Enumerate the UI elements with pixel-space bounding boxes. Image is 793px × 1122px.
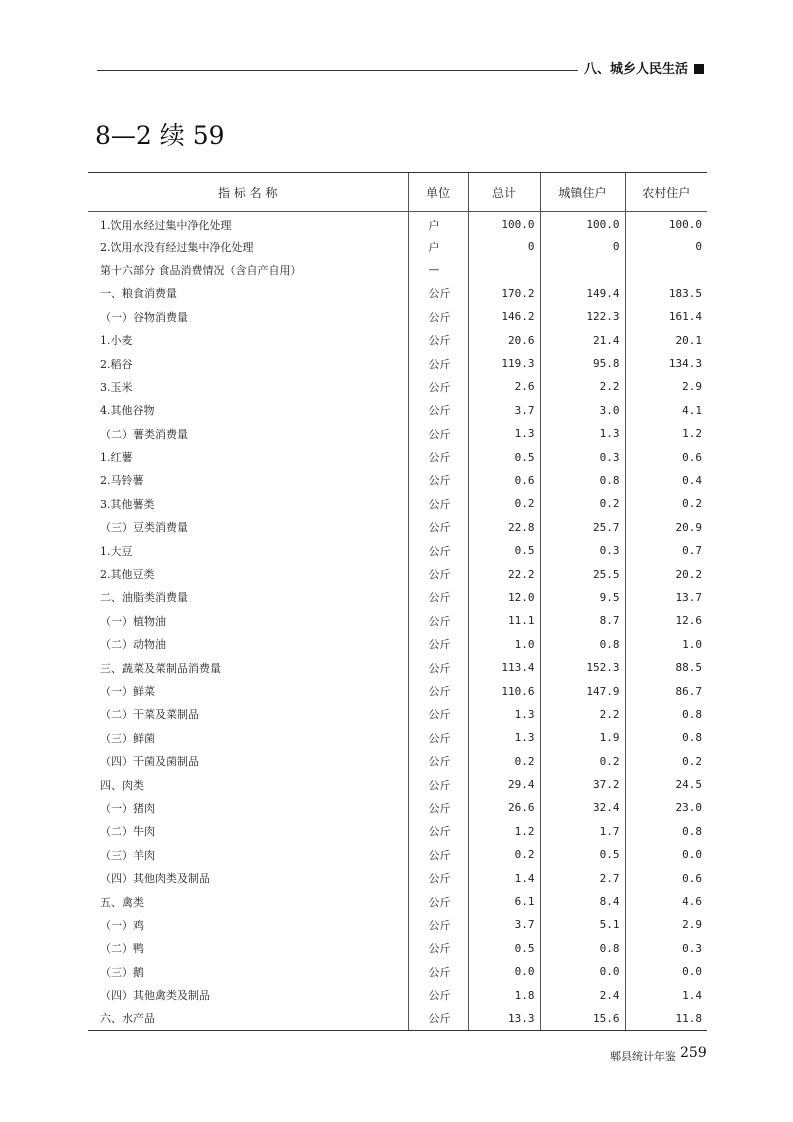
row-name: 1.饮用水经过集中净化处理	[100, 218, 232, 232]
row-urban: 25.7	[540, 516, 625, 539]
row-unit: 公斤	[408, 890, 468, 913]
row-rural: 134.3	[625, 352, 707, 375]
table-row	[88, 562, 707, 585]
row-name: 2.饮用水没有经过集中净化处理	[100, 240, 254, 254]
row-name: （三）鲜菌	[100, 731, 155, 745]
table-row	[88, 633, 707, 656]
row-total: 1.3	[468, 703, 540, 726]
row-name: 3.玉米	[100, 380, 133, 394]
column-header-total: 总计	[468, 173, 540, 212]
row-unit: 户	[408, 235, 468, 258]
row-name: （一）鲜菜	[100, 685, 155, 698]
row-name: 一、粮食消费量	[100, 287, 177, 301]
black-square-icon	[694, 64, 704, 74]
table-row	[88, 703, 707, 726]
row-total	[468, 258, 540, 281]
row-rural: 20.2	[625, 562, 707, 585]
row-total: 0.5	[468, 937, 540, 960]
row-total: 1.3	[468, 726, 540, 749]
row-rural: 0.4	[625, 469, 707, 492]
row-urban: 32.4	[540, 796, 625, 819]
row-unit: 公斤	[408, 913, 468, 936]
row-total: 3.7	[468, 913, 540, 936]
statistics-table	[88, 172, 707, 1031]
table-title: 8—2 续 59	[95, 121, 225, 150]
table-row	[88, 726, 707, 749]
row-total: 11.1	[468, 609, 540, 632]
table-header-row	[88, 173, 707, 212]
row-rural: 86.7	[625, 679, 707, 702]
row-urban: 25.5	[540, 562, 625, 585]
row-unit: 公斤	[408, 679, 468, 702]
row-rural: 0.0	[625, 960, 707, 983]
row-rural	[625, 258, 707, 281]
table-row	[88, 235, 707, 258]
row-unit: 公斤	[408, 469, 468, 492]
row-unit: 公斤	[408, 796, 468, 819]
row-rural: 0.6	[625, 866, 707, 889]
table-row	[88, 983, 707, 1006]
table-row	[88, 773, 707, 796]
row-rural: 23.0	[625, 796, 707, 819]
row-unit: 公斤	[408, 586, 468, 609]
row-rural: 0.8	[625, 726, 707, 749]
row-total: 12.0	[468, 586, 540, 609]
row-name: （一）猪肉	[100, 801, 155, 815]
row-urban: 152.3	[540, 656, 625, 679]
row-total: 0.5	[468, 539, 540, 562]
row-name: （二）干菜及菜制品	[100, 708, 199, 722]
row-urban: 2.2	[540, 703, 625, 726]
table-row	[88, 422, 707, 445]
row-urban: 1.3	[540, 422, 625, 445]
row-total: 0.6	[468, 469, 540, 492]
table-row	[88, 492, 707, 515]
row-urban: 100.0	[540, 212, 625, 235]
row-urban: 0.3	[540, 539, 625, 562]
row-urban: 1.9	[540, 726, 625, 749]
table-row	[88, 375, 707, 398]
row-total: 0.2	[468, 492, 540, 515]
row-urban: 37.2	[540, 773, 625, 796]
row-total: 0	[468, 235, 540, 258]
row-name: 第十六部分 食品消费情况（含自产自用）	[100, 263, 302, 277]
row-urban: 0.5	[540, 843, 625, 866]
row-unit: 公斤	[408, 703, 468, 726]
row-rural: 0.2	[625, 492, 707, 515]
row-total: 1.0	[468, 633, 540, 656]
row-name: 五、禽类	[100, 895, 144, 909]
row-rural: 0.8	[625, 820, 707, 843]
row-unit: 公斤	[408, 375, 468, 398]
column-header-unit: 单位	[408, 173, 468, 212]
row-name: （一）鸡	[100, 918, 144, 932]
row-urban: 21.4	[540, 328, 625, 351]
row-total: 1.3	[468, 422, 540, 445]
table-row	[88, 212, 707, 235]
row-unit: 户	[408, 212, 468, 235]
row-name: 1.红薯	[100, 451, 133, 465]
row-name: （二）牛肉	[100, 825, 155, 839]
row-unit: 公斤	[408, 726, 468, 749]
row-urban: 3.0	[540, 399, 625, 422]
row-unit: 公斤	[408, 328, 468, 351]
row-rural: 13.7	[625, 586, 707, 609]
row-unit: 公斤	[408, 282, 468, 305]
row-unit: 公斤	[408, 445, 468, 468]
row-name: 4.其他谷物	[100, 404, 155, 418]
column-header-rural: 农村住户	[625, 173, 707, 212]
row-total: 110.6	[468, 679, 540, 702]
row-total: 1.8	[468, 983, 540, 1006]
row-total: 29.4	[468, 773, 540, 796]
table-row	[88, 586, 707, 609]
row-unit: 公斤	[408, 983, 468, 1006]
row-rural: 0.2	[625, 749, 707, 772]
row-name: （一）植物油	[100, 614, 166, 628]
row-rural: 12.6	[625, 609, 707, 632]
row-total: 0.2	[468, 843, 540, 866]
table-row	[88, 469, 707, 492]
row-unit: 公斤	[408, 422, 468, 445]
row-total: 1.4	[468, 866, 540, 889]
row-total: 13.3	[468, 1007, 540, 1030]
row-rural: 2.9	[625, 375, 707, 398]
table-row	[88, 656, 707, 679]
row-total: 100.0	[468, 212, 540, 235]
row-unit: 公斤	[408, 1007, 468, 1030]
row-rural: 0.8	[625, 703, 707, 726]
row-name: （三）鹅	[100, 965, 144, 979]
section-header	[584, 58, 704, 77]
table-row	[88, 609, 707, 632]
row-urban: 0.2	[540, 749, 625, 772]
table-row	[88, 445, 707, 468]
row-rural: 11.8	[625, 1007, 707, 1030]
row-total: 20.6	[468, 328, 540, 351]
row-unit: 公斤	[408, 749, 468, 772]
row-urban: 0.8	[540, 469, 625, 492]
footer-book-title: 郫县统计年鉴	[610, 1050, 676, 1063]
row-unit: 公斤	[408, 820, 468, 843]
row-urban: 8.4	[540, 890, 625, 913]
row-name: （二）薯类消费量	[100, 427, 188, 441]
table-row	[88, 1007, 707, 1030]
row-name: 2.马铃薯	[100, 474, 144, 488]
row-unit: 公斤	[408, 305, 468, 328]
row-name: 四、肉类	[100, 778, 144, 792]
row-unit: 公斤	[408, 937, 468, 960]
row-total: 3.7	[468, 399, 540, 422]
row-urban: 0	[540, 235, 625, 258]
row-rural: 20.9	[625, 516, 707, 539]
table-row	[88, 960, 707, 983]
row-unit: 公斤	[408, 399, 468, 422]
table-row	[88, 937, 707, 960]
row-total: 6.1	[468, 890, 540, 913]
table-row	[88, 820, 707, 843]
table-row	[88, 679, 707, 702]
row-urban: 95.8	[540, 352, 625, 375]
header-rule	[97, 70, 578, 71]
row-name: 1.小麦	[100, 334, 133, 348]
table-row	[88, 890, 707, 913]
row-name: （三）豆类消费量	[100, 521, 188, 535]
table-row	[88, 282, 707, 305]
row-urban: 15.6	[540, 1007, 625, 1030]
row-total: 119.3	[468, 352, 540, 375]
row-total: 0.5	[468, 445, 540, 468]
row-name: （二）动物油	[100, 638, 166, 652]
row-rural: 20.1	[625, 328, 707, 351]
table-row	[88, 539, 707, 562]
row-urban: 0.0	[540, 960, 625, 983]
row-total: 22.2	[468, 562, 540, 585]
row-rural: 88.5	[625, 656, 707, 679]
row-total: 2.6	[468, 375, 540, 398]
table-row	[88, 399, 707, 422]
table-row	[88, 352, 707, 375]
table-row	[88, 516, 707, 539]
row-name: （四）干菌及菌制品	[100, 755, 199, 769]
row-rural: 100.0	[625, 212, 707, 235]
row-name: 二、油脂类消费量	[100, 591, 188, 605]
row-rural: 1.0	[625, 633, 707, 656]
row-name: 1.大豆	[100, 544, 133, 558]
row-rural: 161.4	[625, 305, 707, 328]
row-urban: 2.7	[540, 866, 625, 889]
table-row	[88, 843, 707, 866]
row-unit: 公斤	[408, 773, 468, 796]
row-unit: 公斤	[408, 492, 468, 515]
row-urban: 9.5	[540, 586, 625, 609]
table-row	[88, 305, 707, 328]
row-urban: 0.3	[540, 445, 625, 468]
row-rural: 0.3	[625, 937, 707, 960]
row-name: （二）鸭	[100, 942, 144, 956]
column-header-indicator: 指 标 名 称	[88, 173, 408, 212]
row-name: （一）谷物消费量	[100, 310, 188, 324]
section-title: 八、城乡人民生活	[584, 62, 689, 77]
row-unit: 公斤	[408, 352, 468, 375]
row-unit: 公斤	[408, 866, 468, 889]
row-name: （四）其他禽类及制品	[100, 989, 210, 1003]
row-name: （四）其他肉类及制品	[100, 872, 210, 886]
column-header-urban: 城镇住户	[540, 173, 625, 212]
row-unit: 公斤	[408, 516, 468, 539]
row-total: 0.0	[468, 960, 540, 983]
row-urban: 2.4	[540, 983, 625, 1006]
row-rural: 4.6	[625, 890, 707, 913]
row-total: 170.2	[468, 282, 540, 305]
row-rural: 2.9	[625, 913, 707, 936]
row-rural: 0	[625, 235, 707, 258]
row-urban: 2.2	[540, 375, 625, 398]
row-rural: 1.4	[625, 983, 707, 1006]
row-rural: 0.0	[625, 843, 707, 866]
row-rural: 183.5	[625, 282, 707, 305]
row-total: 26.6	[468, 796, 540, 819]
row-urban: 1.7	[540, 820, 625, 843]
row-name: 2.稻谷	[100, 357, 133, 371]
table-body	[88, 212, 707, 1031]
row-urban: 122.3	[540, 305, 625, 328]
row-unit: 公斤	[408, 562, 468, 585]
row-total: 113.4	[468, 656, 540, 679]
row-total: 146.2	[468, 305, 540, 328]
row-urban: 8.7	[540, 609, 625, 632]
row-rural: 4.1	[625, 399, 707, 422]
row-rural: 24.5	[625, 773, 707, 796]
table-row	[88, 749, 707, 772]
row-unit: 公斤	[408, 960, 468, 983]
row-urban: 0.8	[540, 937, 625, 960]
row-name: 3.其他薯类	[100, 497, 155, 511]
table-row	[88, 913, 707, 936]
row-rural: 0.6	[625, 445, 707, 468]
row-rural: 1.2	[625, 422, 707, 445]
table-row	[88, 258, 707, 281]
row-rural: 0.7	[625, 539, 707, 562]
row-name: 六、水产品	[88, 1007, 408, 1030]
row-urban	[540, 258, 625, 281]
table-row	[88, 328, 707, 351]
row-name: 三、蔬菜及菜制品消费量	[100, 661, 221, 675]
row-unit: 公斤	[408, 609, 468, 632]
row-name: （三）羊肉	[100, 848, 155, 862]
row-urban: 5.1	[540, 913, 625, 936]
row-unit: 公斤	[408, 843, 468, 866]
row-unit: —	[408, 258, 468, 281]
table-row	[88, 866, 707, 889]
page-number: 259	[680, 1045, 707, 1061]
row-urban: 149.4	[540, 282, 625, 305]
row-name: 2.其他豆类	[100, 568, 155, 582]
row-urban: 0.8	[540, 633, 625, 656]
row-unit: 公斤	[408, 656, 468, 679]
row-urban: 0.2	[540, 492, 625, 515]
row-total: 1.2	[468, 820, 540, 843]
row-urban: 147.9	[540, 679, 625, 702]
row-total: 22.8	[468, 516, 540, 539]
row-unit: 公斤	[408, 539, 468, 562]
row-unit: 公斤	[408, 633, 468, 656]
row-total: 0.2	[468, 749, 540, 772]
table-row	[88, 796, 707, 819]
